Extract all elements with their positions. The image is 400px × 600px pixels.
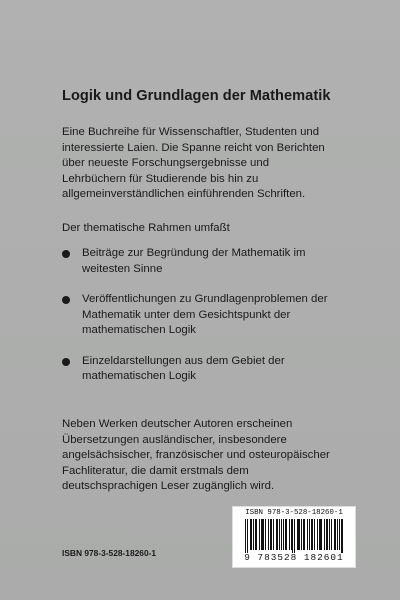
description-line: interessierte Laien. Die Spanne reicht von Berichten (62, 141, 325, 154)
bullet-dot-icon (62, 358, 70, 366)
note-line: deutschsprachigen Leser zugänglich wird. (62, 480, 275, 492)
list-item (62, 246, 362, 277)
note-line: Übersetzungen ausländischer, insbesondere (62, 433, 287, 446)
list-item-line: mathematischen Logik (82, 370, 196, 382)
translation-note (62, 417, 362, 495)
series-title: Logik und Grundlagen der Mathematik (62, 88, 331, 104)
barcode-digits: 9 783528 182601 (244, 552, 344, 563)
note-line: Fachliteratur, die damit erstmals dem (62, 464, 249, 477)
thematic-frame-heading: Der thematische Rahmen umfaßt (62, 222, 230, 234)
list-item-line: weitesten Sinne (82, 262, 163, 275)
list-item-line: Veröffentlichungen zu Grundlagenproblemen der (82, 293, 328, 305)
isbn-text: ISBN 978-3-528-18260-1 (62, 548, 157, 558)
list-item-line: Beiträge zur Begründung der Mathematik im (82, 247, 306, 259)
note-line: Neben Werken deutscher Autoren erscheinen (62, 418, 293, 430)
list-item-line: Einzeldarstellungen aus dem Gebiet der (82, 354, 285, 367)
bullet-dot-icon (62, 296, 70, 304)
description-line: über neueste Forschungsergebnisse und (62, 157, 270, 169)
description-line: allgemeinverständlichen einführenden Schriften. (62, 188, 306, 200)
bullet-dot-icon (62, 250, 70, 258)
series-description (62, 125, 362, 203)
barcode-label (232, 506, 356, 568)
barcode-icon (245, 519, 343, 553)
description-line: Lehrbüchern für Studierende bis hin zu (62, 172, 259, 185)
thematic-list (62, 246, 362, 400)
barcode-isbn: ISBN 978-3-528-18260-1 (245, 509, 343, 517)
list-item-line: mathematischen Logik (82, 324, 196, 336)
note-line: angelsächsischer, französischer und osteuropäischer (62, 449, 330, 461)
list-item (62, 292, 362, 339)
list-item-line: Mathematik unter dem Gesichtspunkt der (82, 308, 291, 321)
list-item (62, 354, 362, 385)
description-line: Eine Buchreihe für Wissenschaftler, Studenten und (62, 126, 320, 138)
